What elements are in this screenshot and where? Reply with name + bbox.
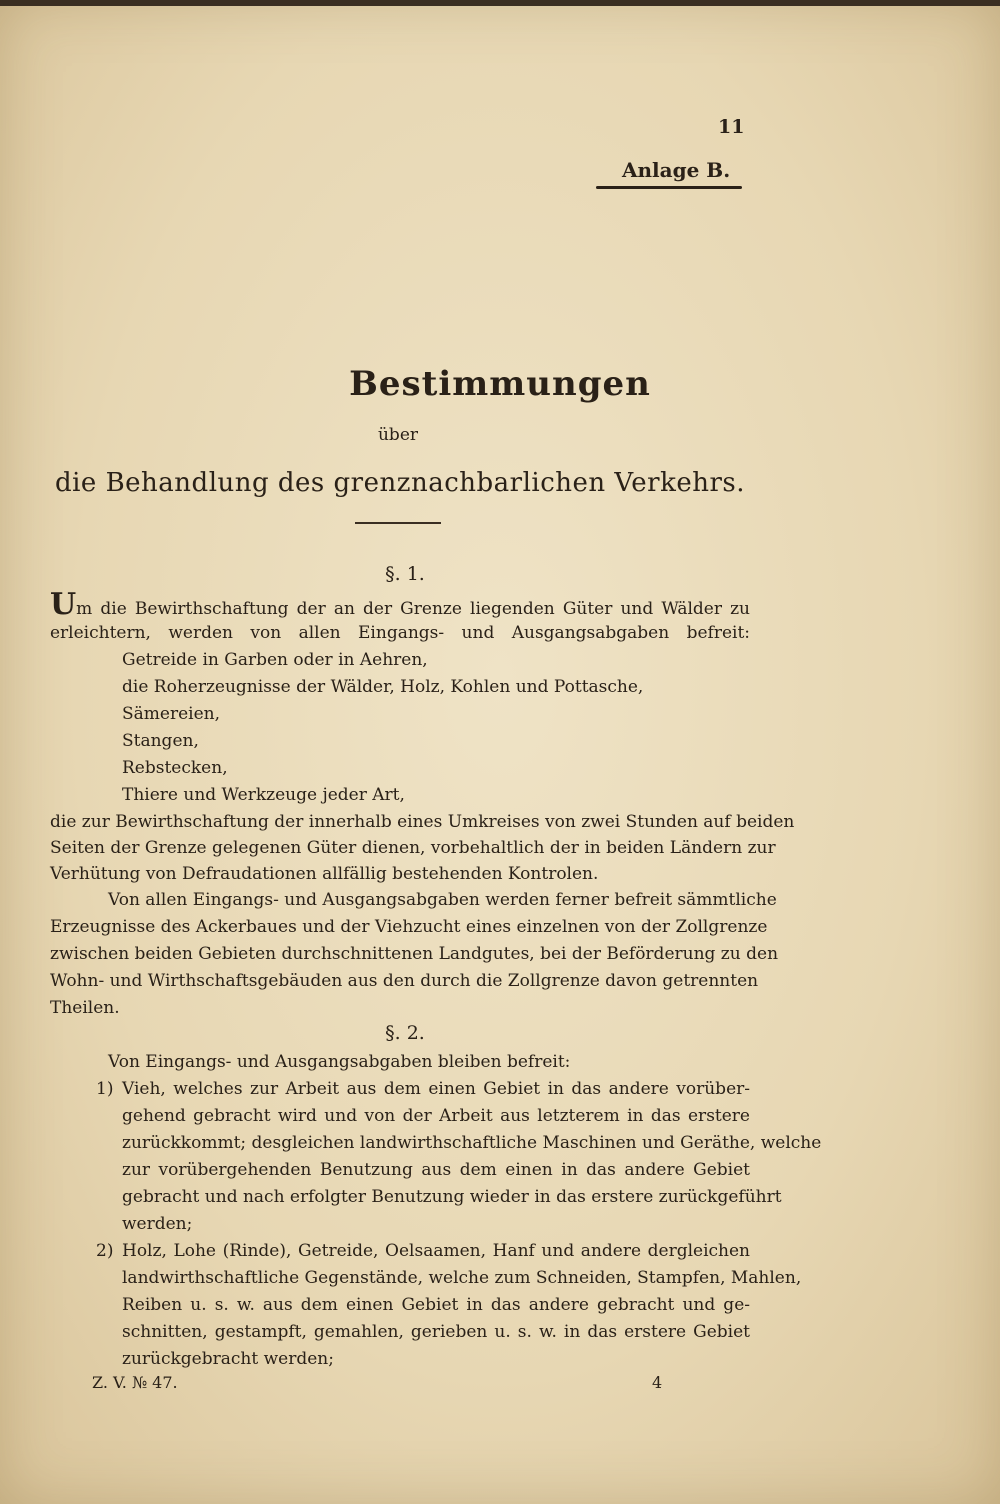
section-2-intro: Von Eingangs- und Ausgangsabgaben bleiben befreit: <box>108 1052 571 1072</box>
item-1-line: gebracht und nach erfolgter Benutzung wieder in das erstere zurückgeführt <box>122 1187 782 1207</box>
section-2-heading: §. 2. <box>385 1022 425 1044</box>
section-1-cont-line: die zur Bewirthschaftung der innerhalb eines Umkreises von zwei Stunden auf beiden <box>50 812 795 832</box>
list-item: Rebstecken, <box>122 758 228 778</box>
attachment-underline <box>596 186 742 189</box>
footer-signature-mark: Z. V. № 47. <box>92 1373 178 1392</box>
document-title: Bestimmungen <box>349 364 651 404</box>
section-1-line-1 <box>50 587 750 622</box>
item-1-line: gehend gebracht wird und von der Arbeit aus letzterem in das erstere <box>122 1106 750 1126</box>
item-2-line: Reiben u. s. w. aus dem einen Gebiet in das andere gebracht und ge- <box>122 1295 750 1315</box>
list-item: Thiere und Werkzeuge jeder Art, <box>122 785 405 805</box>
section-1-para2-line: Von allen Eingangs- und Ausgangsabgaben werden ferner befreit sämmtliche <box>108 890 777 910</box>
scan-edge <box>0 0 1000 6</box>
list-item: die Roherzeugnisse der Wälder, Holz, Kohlen und Pottasche, <box>122 677 644 697</box>
item-1-line: Vieh, welches zur Arbeit aus dem einen Gebiet in das andere vorüber- <box>122 1079 750 1099</box>
item-2-number: 2) <box>96 1241 114 1261</box>
item-1-line: zur vorübergehenden Benutzung aus dem einen in das andere Gebiet <box>122 1160 750 1180</box>
section-1-heading: §. 1. <box>385 563 425 585</box>
item-1-number: 1) <box>96 1079 114 1099</box>
item-2-line: landwirthschaftliche Gegenstände, welche zum Schneiden, Stampfen, Mahlen, <box>122 1268 802 1288</box>
section-1-para2-line: Theilen. <box>50 998 120 1018</box>
section-1-line-2: erleichtern, werden von allen Eingangs- und Ausgangsabgaben befreit: <box>50 623 750 643</box>
item-2-line: zurückgebracht werden; <box>122 1349 334 1369</box>
attachment-label: Anlage B. <box>622 158 731 182</box>
section-1-cont-line: Seiten der Grenze gelegenen Güter dienen, vorbehaltlich der in beiden Ländern zur <box>50 838 776 858</box>
document-subtitle: die Behandlung des grenznachbarlichen Verkehrs. <box>54 468 746 498</box>
item-1-line: zurückkommt; desgleichen landwirthschaftliche Maschinen und Geräthe, welche <box>122 1133 822 1153</box>
section-1-para2-line: Wohn- und Wirthschaftsgebäuden aus den durch die Zollgrenze davon getrennten <box>50 971 759 991</box>
section-1-cont-line: Verhütung von Defraudationen allfällig bestehenden Kontrolen. <box>50 864 599 884</box>
initial-letter: U <box>50 587 77 622</box>
title-divider <box>355 522 441 524</box>
page-number: 11 <box>718 116 745 138</box>
list-item: Getreide in Garben oder in Aehren, <box>122 650 428 670</box>
footer-sheet-number: 4 <box>652 1373 663 1392</box>
section-1-para2-line: zwischen beiden Gebieten durchschnittenen Landgutes, bei der Beförderung zu den <box>50 944 779 964</box>
item-2-line: schnitten, gestampft, gemahlen, gerieben u. s. w. in das erstere Gebiet <box>122 1322 750 1342</box>
list-item: Sämereien, <box>122 704 220 724</box>
item-1-line: werden; <box>122 1214 193 1234</box>
item-2-line: Holz, Lohe (Rinde), Getreide, Oelsaamen, Hanf und andere dergleichen <box>122 1241 750 1261</box>
list-item: Stangen, <box>122 731 199 751</box>
title-connector: über <box>377 425 419 445</box>
section-1-line-1-text: m die Bewirthschaftung der an der Grenze liegenden Güter und Wälder zu <box>76 599 750 619</box>
section-1-para2-line: Erzeugnisse des Ackerbaues und der Viehzucht eines einzelnen von der Zollgrenze <box>50 917 768 937</box>
